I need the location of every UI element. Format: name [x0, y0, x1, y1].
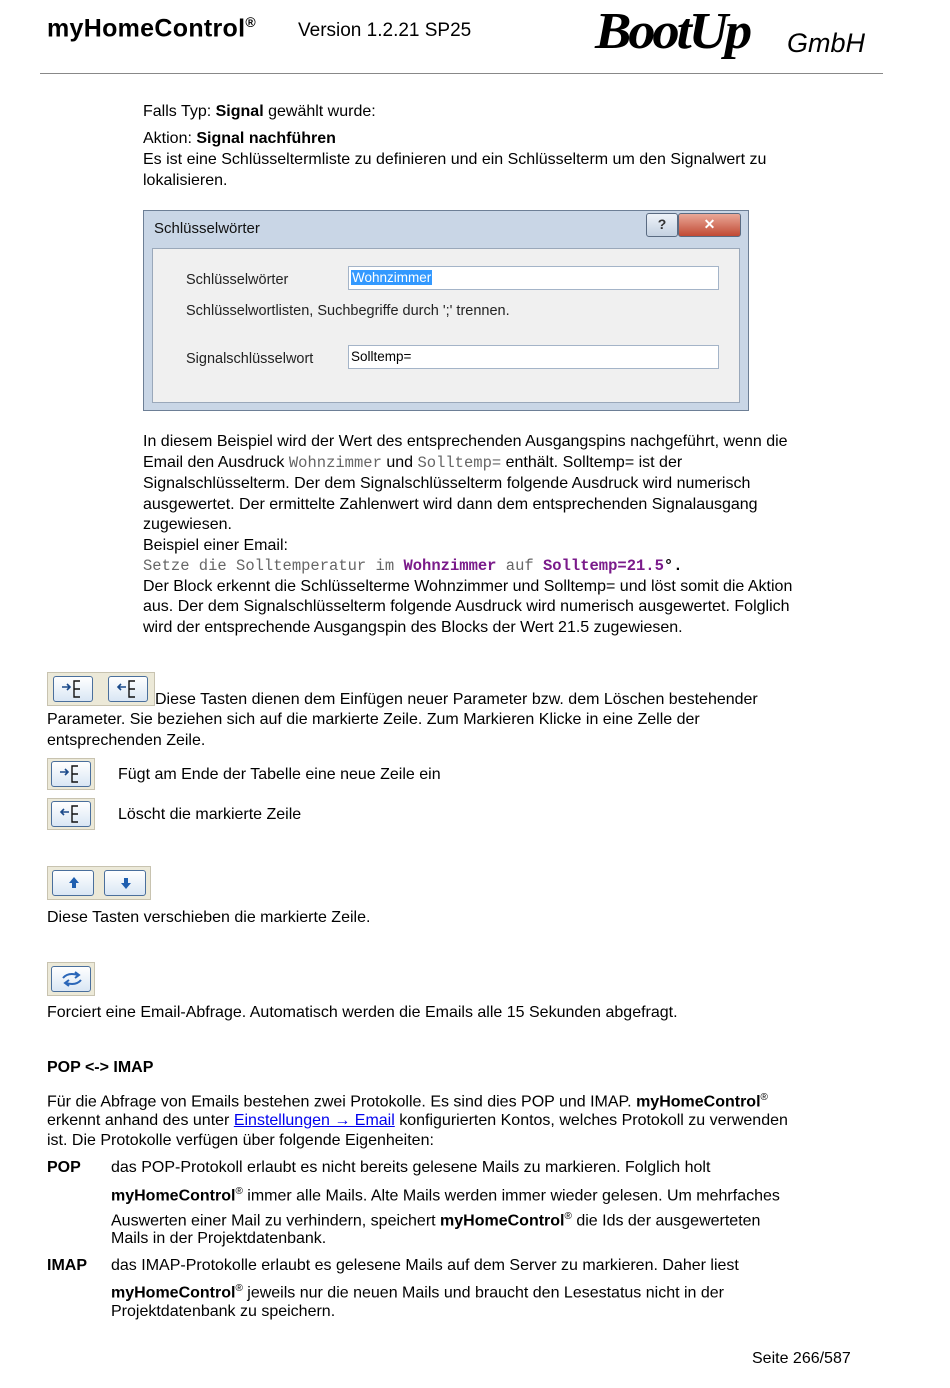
example-line: Signalschlüsselterm. Der dem Signalschlüsselterm folgende Ausdruck wird numerisch — [143, 475, 751, 492]
header-brand — [47, 14, 256, 43]
delete-row-icon — [115, 679, 143, 699]
refresh-description: Forciert eine Email-Abfrage. Automatisch werden die Emails alle 15 Sekunden abgefragt. — [47, 1004, 678, 1021]
imap-desc-line: das IMAP-Protokolle erlaubt es gelesene Mails auf dem Server zu markieren. Daher liest — [111, 1257, 739, 1274]
text: Auswerten einer Mail zu verhindern, speichert — [111, 1212, 441, 1230]
example-line: wird der entsprechende Ausgangspin des Blocks der Wert 21.5 zugewiesen. — [143, 619, 683, 636]
text: Falls Typ: — [143, 103, 216, 120]
header-divider — [40, 73, 883, 74]
add-row-icon — [58, 764, 86, 784]
text: immer alle Mails. Alte Mails werden immer wieder gelesen. Um mehrfaches — [242, 1187, 780, 1205]
text: erkennt anhand des unter — [47, 1112, 234, 1129]
signal-action-line — [143, 129, 336, 150]
bootup-logo — [593, 3, 883, 66]
example-line: ausgewertet. Der ermittelte Zahlenwert wird dann dem entsprechenden Signalausgang — [143, 496, 758, 513]
code-text: Setze die Solltemperatur im — [143, 557, 404, 575]
refresh-button[interactable] — [51, 966, 91, 992]
arrow-up-icon — [59, 873, 89, 893]
protocols-intro-line — [47, 1088, 768, 1113]
arrow-down-icon — [111, 873, 141, 893]
bold-text: Signal nachführen — [196, 130, 336, 147]
brand-registered-mark: ® — [235, 1283, 243, 1294]
refresh-icon — [58, 969, 86, 989]
brand-name: myHomeControl — [440, 1212, 565, 1230]
logo-suffix: GmbH — [787, 28, 866, 58]
code-term: Solltemp= — [417, 454, 502, 472]
text: die Ids der ausgewerteten — [571, 1212, 761, 1230]
pop-term: POP — [47, 1159, 81, 1176]
help-button[interactable] — [646, 213, 678, 237]
brand-registered-mark: ® — [235, 1186, 243, 1197]
example-line — [143, 453, 682, 474]
example-line: aus. Der dem Signalschlüsselterm folgende Ausdruck wird numerisch ausgewertet. Folglich — [143, 598, 790, 615]
text: gewählt wurde: — [263, 103, 376, 120]
close-button[interactable] — [678, 213, 741, 237]
example-line: zugewiesen. — [143, 516, 232, 533]
header-version: Version 1.2.21 SP25 — [298, 20, 472, 41]
text: enthält. Solltemp= ist der — [501, 454, 683, 471]
pop-desc-line — [111, 1182, 780, 1207]
code-text: °. — [663, 557, 683, 575]
add-row-button[interactable] — [53, 676, 93, 702]
delete-row-description: Löscht die markierte Zeile — [118, 806, 302, 823]
page-number: Seite 266/587 — [752, 1350, 851, 1367]
text: Für die Abfrage von Emails bestehen zwei Protokolle. Es sind dies POP und IMAP. — [47, 1093, 637, 1111]
move-buttons-toolbar — [47, 866, 151, 900]
text: Email den Ausdruck — [143, 454, 289, 471]
brand-registered-mark: ® — [760, 1092, 768, 1103]
code-text: auf — [496, 557, 543, 575]
delete-row-button[interactable] — [51, 801, 91, 827]
keywords-input[interactable] — [348, 266, 719, 290]
section-heading: POP <-> IMAP — [47, 1059, 154, 1076]
keywords-value: Wohnzimmer — [352, 270, 432, 285]
buttons-intro-line: Diese Tasten dienen dem Einfügen neuer Parameter bzw. dem Löschen bestehender — [155, 691, 758, 708]
help-icon: ? — [657, 216, 667, 232]
signal-desc-line: lokalisieren. — [143, 172, 228, 189]
brand-name: myHomeControl — [47, 14, 246, 43]
protocols-intro-line: ist. Die Protokolle verfügen über folgende Eigenheiten: — [47, 1132, 434, 1149]
text: jeweils nur die neuen Mails und braucht den Lesestatus nicht in der — [242, 1284, 725, 1302]
dialog-body — [152, 248, 740, 403]
refresh-toolbar — [47, 962, 95, 996]
logo-wordmark: BootUp — [595, 3, 750, 60]
signal-keyword-label: Signalschlüsselwort — [186, 351, 314, 367]
code-term: Wohnzimmer — [288, 454, 382, 472]
keywords-dialog — [143, 210, 749, 411]
pop-desc-line: Mails in der Projektdatenbank. — [111, 1230, 327, 1247]
protocols-intro-line — [47, 1111, 788, 1132]
imap-desc-line — [111, 1279, 724, 1304]
signal-keyword-value: Solltemp= — [351, 349, 412, 364]
email-example — [143, 556, 683, 577]
row-buttons-toolbar — [47, 672, 155, 706]
add-row-button[interactable] — [51, 761, 91, 787]
brand-registered-mark: ® — [245, 14, 256, 30]
bold-text: Signal — [215, 103, 264, 120]
settings-email-link[interactable]: Einstellungen → Email — [233, 1112, 395, 1129]
brand-registered-mark: ® — [564, 1211, 572, 1222]
text: und — [381, 454, 418, 471]
delete-row-button[interactable] — [108, 676, 148, 702]
add-row-description: Fügt am Ende der Tabelle eine neue Zeile ein — [118, 766, 441, 783]
add-row-icon — [60, 679, 88, 699]
keywords-label: Schlüsselwörter — [186, 272, 289, 288]
code-keyword: Wohnzimmer — [403, 557, 497, 575]
delete-row-icon — [58, 804, 86, 824]
example-line: Beispiel einer Email: — [143, 537, 288, 554]
signal-type-line — [143, 102, 376, 123]
text: Aktion: — [143, 130, 197, 147]
signal-desc-line: Es ist eine Schlüsseltermliste zu definieren und ein Schlüsselterm um den Signalwert zu — [143, 151, 767, 168]
move-description: Diese Tasten verschieben die markierte Zeile. — [47, 909, 371, 926]
example-line: In diesem Beispiel wird der Wert des entsprechenden Ausgangspins nachgeführt, wenn die — [143, 433, 788, 450]
add-row-legend — [47, 758, 95, 790]
move-down-button[interactable] — [104, 870, 146, 896]
brand-name: myHomeControl — [111, 1284, 236, 1302]
close-icon: ✕ — [703, 216, 716, 232]
imap-term: IMAP — [47, 1257, 87, 1274]
code-keyword: Solltemp=21.5 — [542, 557, 664, 575]
brand-name: myHomeControl — [636, 1093, 761, 1111]
dialog-title: Schlüsselwörter — [154, 220, 260, 237]
pop-desc-line: das POP-Protokoll erlaubt es nicht bereits gelesene Mails zu markieren. Folglich holt — [111, 1159, 711, 1176]
move-up-button[interactable] — [52, 870, 94, 896]
buttons-intro-line: Parameter. Sie beziehen sich auf die markierte Zeile. Zum Markieren Klicke in eine Zelle der — [47, 711, 700, 728]
brand-name: myHomeControl — [111, 1187, 236, 1205]
keywords-hint: Schlüsselwortlisten, Suchbegriffe durch ';' trennen. — [186, 303, 510, 319]
signal-keyword-input[interactable] — [348, 345, 719, 369]
buttons-intro-line: entsprechenden Zeile. — [47, 732, 206, 749]
imap-desc-line: Projektdatenbank zu speichern. — [111, 1303, 336, 1320]
text: konfigurierten Kontos, welches Protokoll zu verwenden — [394, 1112, 788, 1129]
example-line: Der Block erkennt die Schlüsselterme Wohnzimmer und Solltemp= und löst somit die Aktion — [143, 578, 793, 595]
delete-row-legend — [47, 798, 95, 830]
